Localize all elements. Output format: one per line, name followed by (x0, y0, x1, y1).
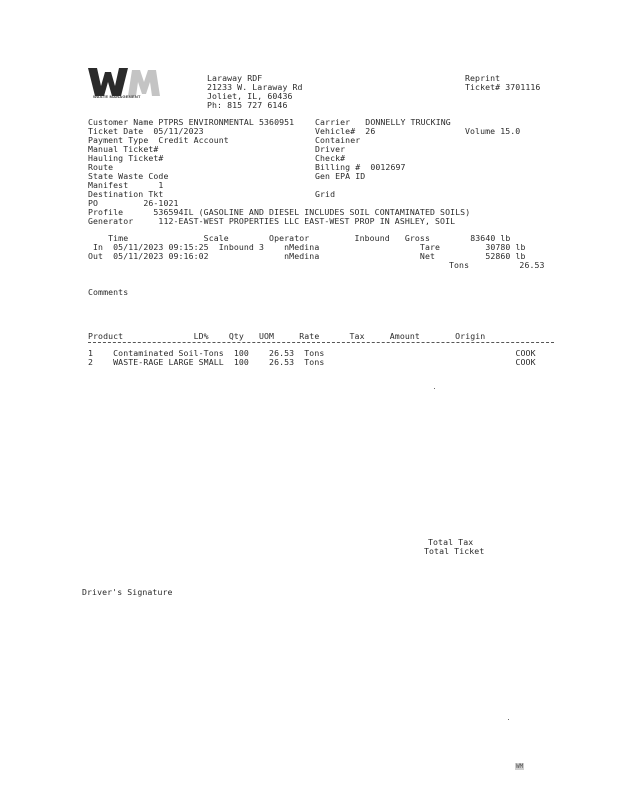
facility-name: Laraway RDF (207, 73, 263, 83)
destination-ticket-field: Destination Tkt (88, 189, 164, 199)
manifest-field: Manifest 1 (88, 180, 164, 190)
speck (434, 388, 435, 389)
ticket-number: Ticket# 3701116 (465, 82, 541, 92)
ticket-date-field: Ticket Date 05/11/2023 (88, 126, 204, 136)
weigh-row-out: Out 05/11/2023 09:16:02 nMedina Net 52860 lb (88, 251, 526, 261)
driver-field: Driver (315, 144, 346, 154)
profile-field: Profile 536594IL (GASOLINE AND DIESEL INCLUDES SOIL CONTAMINATED SOILS) (88, 207, 471, 217)
grid-field: Grid (315, 189, 336, 199)
manual-ticket-field: Manual Ticket# (88, 144, 159, 154)
billing-field: Billing # 0012697 (315, 162, 406, 172)
gen-epa-id-field: Gen EPA ID (315, 171, 366, 181)
facility-address: 21233 W. Laraway Rd (207, 82, 303, 92)
state-waste-code-field: State Waste Code (88, 171, 169, 181)
driver-signature-label: Driver's Signature (82, 587, 173, 597)
header-divider (88, 342, 554, 343)
footer-mark: WM (516, 763, 524, 770)
po-field: PO 26-1021 (88, 198, 179, 208)
facility-city: Joliet, IL, 60436 (207, 91, 293, 101)
speck (508, 719, 509, 720)
carrier-field: Carrier DONNELLY TRUCKING (315, 117, 451, 127)
route-field: Route (88, 162, 114, 172)
weigh-row-in: In 05/11/2023 09:15:25 Inbound 3 nMedina Tare 30780 lb (88, 242, 526, 252)
container-field: Container (315, 135, 361, 145)
products-header: Product LD% Qty UOM Rate Tax Amount Origin (88, 331, 486, 341)
total-tax-label: Total Tax (428, 537, 474, 547)
payment-type-field: Payment Type Credit Account (88, 135, 229, 145)
generator-field: Generator 112-EAST-WEST PROPERTIES LLC EAST-WEST PROP IN ASHLEY, SOIL (88, 216, 456, 226)
logo-tagline: WASTE MANAGEMENT (93, 94, 141, 99)
product-row: 2 WASTE-RAGE LARGE SMALL 100 26.53 Tons COOK (88, 357, 536, 367)
facility-phone: Ph: 815 727 6146 (207, 100, 288, 110)
weigh-headers: Time Scale Operator Inbound Gross 83640 lb (88, 233, 511, 243)
reprint-label: Reprint (465, 73, 501, 83)
logo-w-shape (88, 68, 128, 96)
customer-name-field: Customer Name PTPRS ENVIRONMENTAL 5360951 (88, 117, 295, 127)
volume-field: Volume 15.0 (465, 126, 521, 136)
hauling-ticket-field: Hauling Ticket# (88, 153, 164, 163)
logo-m-shape (128, 70, 160, 96)
comments-label: Comments (88, 287, 129, 297)
product-row: 1 Contaminated Soil-Tons 100 26.53 Tons COOK (88, 348, 536, 358)
vehicle-field: Vehicle# 26 (315, 126, 376, 136)
total-ticket-label: Total Ticket (424, 546, 485, 556)
tons-line: Tons 26.53 (449, 260, 545, 270)
check-field: Check# (315, 153, 346, 163)
